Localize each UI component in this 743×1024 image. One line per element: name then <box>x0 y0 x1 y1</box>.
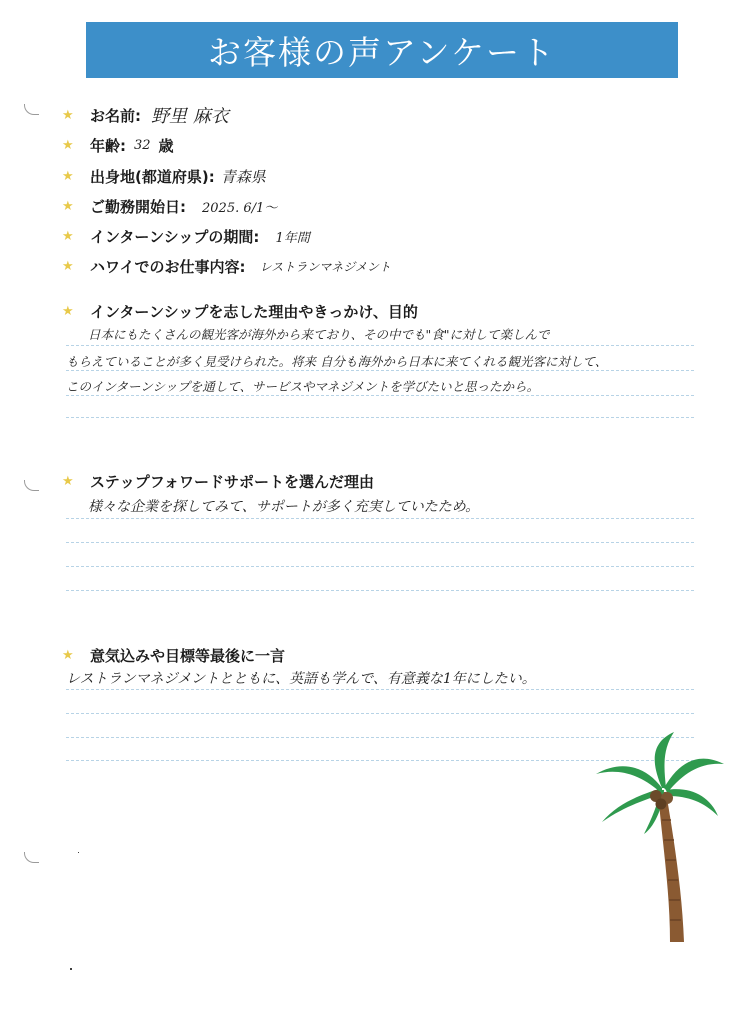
ruled-line <box>66 518 694 519</box>
support-heading: ステップフォワードサポートを選んだ理由 <box>90 472 374 491</box>
start-date-label: ご勤務開始日: <box>90 197 186 216</box>
scan-speck <box>78 852 79 853</box>
star-icon: ★ <box>62 258 74 274</box>
binder-mark-bottom <box>24 852 39 863</box>
info-row-birthplace <box>62 165 266 187</box>
goal-line: レストランマネジメントとともに、英語も学んで、有意義な1年にしたい。 <box>66 671 536 687</box>
star-icon: ★ <box>62 303 74 319</box>
star-icon: ★ <box>62 198 74 214</box>
star-icon: ★ <box>62 168 74 184</box>
birthplace-label: 出身地(都道府県): <box>90 167 215 186</box>
star-icon: ★ <box>62 228 74 244</box>
reason-heading: インターンシップを志した理由やきっかけ、目的 <box>90 302 418 321</box>
name-value: 野里 麻衣 <box>151 106 229 127</box>
support-heading-row <box>62 470 374 492</box>
start-date-value: 2025. 6/1〜 <box>202 200 278 216</box>
palm-tree-icon <box>590 730 730 950</box>
ruled-line <box>66 566 694 567</box>
info-row-period <box>62 225 310 247</box>
binder-mark-top <box>24 104 39 115</box>
star-icon: ★ <box>62 473 74 489</box>
name-label: お名前: <box>90 106 141 125</box>
ruled-line <box>66 590 694 591</box>
info-row-start-date <box>62 195 277 217</box>
reason-line: 日本にもたくさんの観光客が海外から来ており、その中でも"食"に対して楽しんで <box>88 327 550 342</box>
period-label: インターンシップの期間: <box>90 227 260 246</box>
ruled-line <box>66 542 694 543</box>
star-icon: ★ <box>62 647 74 663</box>
ruled-line <box>66 689 694 690</box>
ruled-line <box>66 713 694 714</box>
info-row-job <box>62 255 391 277</box>
job-value: レストランマネジメント <box>259 259 391 274</box>
reason-line: もらえていることが多く見受けられた。将来 自分も海外から日本に来てくれる観光客に対して、 <box>66 354 608 369</box>
ruled-line <box>66 417 694 418</box>
ruled-line <box>66 345 694 346</box>
ruled-line <box>66 395 694 396</box>
star-icon: ★ <box>62 137 74 153</box>
info-row-age <box>62 134 174 156</box>
birthplace-value: 青森県 <box>220 167 266 186</box>
info-row-name <box>62 104 229 126</box>
age-label: 年齢: <box>90 136 126 155</box>
job-label: ハワイでのお仕事内容: <box>90 257 246 276</box>
reason-heading-row <box>62 300 418 322</box>
binder-mark-middle <box>24 480 39 491</box>
scan-speck <box>70 968 72 970</box>
age-unit: 歳 <box>158 136 174 155</box>
age-value: 32 <box>134 137 151 153</box>
period-value: 1年間 <box>275 230 310 246</box>
page-title: お客様の声アンケート <box>86 22 678 78</box>
goal-heading-row <box>62 644 285 666</box>
star-icon: ★ <box>62 107 74 123</box>
reason-line: このインターンシップを通して、サービスやマネジメントを学びたいと思ったから。 <box>66 379 540 394</box>
goal-heading: 意気込みや目標等最後に一言 <box>90 646 286 665</box>
support-line: 様々な企業を探してみて、サポートが多く充実していたため。 <box>88 499 480 515</box>
ruled-line <box>66 370 694 371</box>
